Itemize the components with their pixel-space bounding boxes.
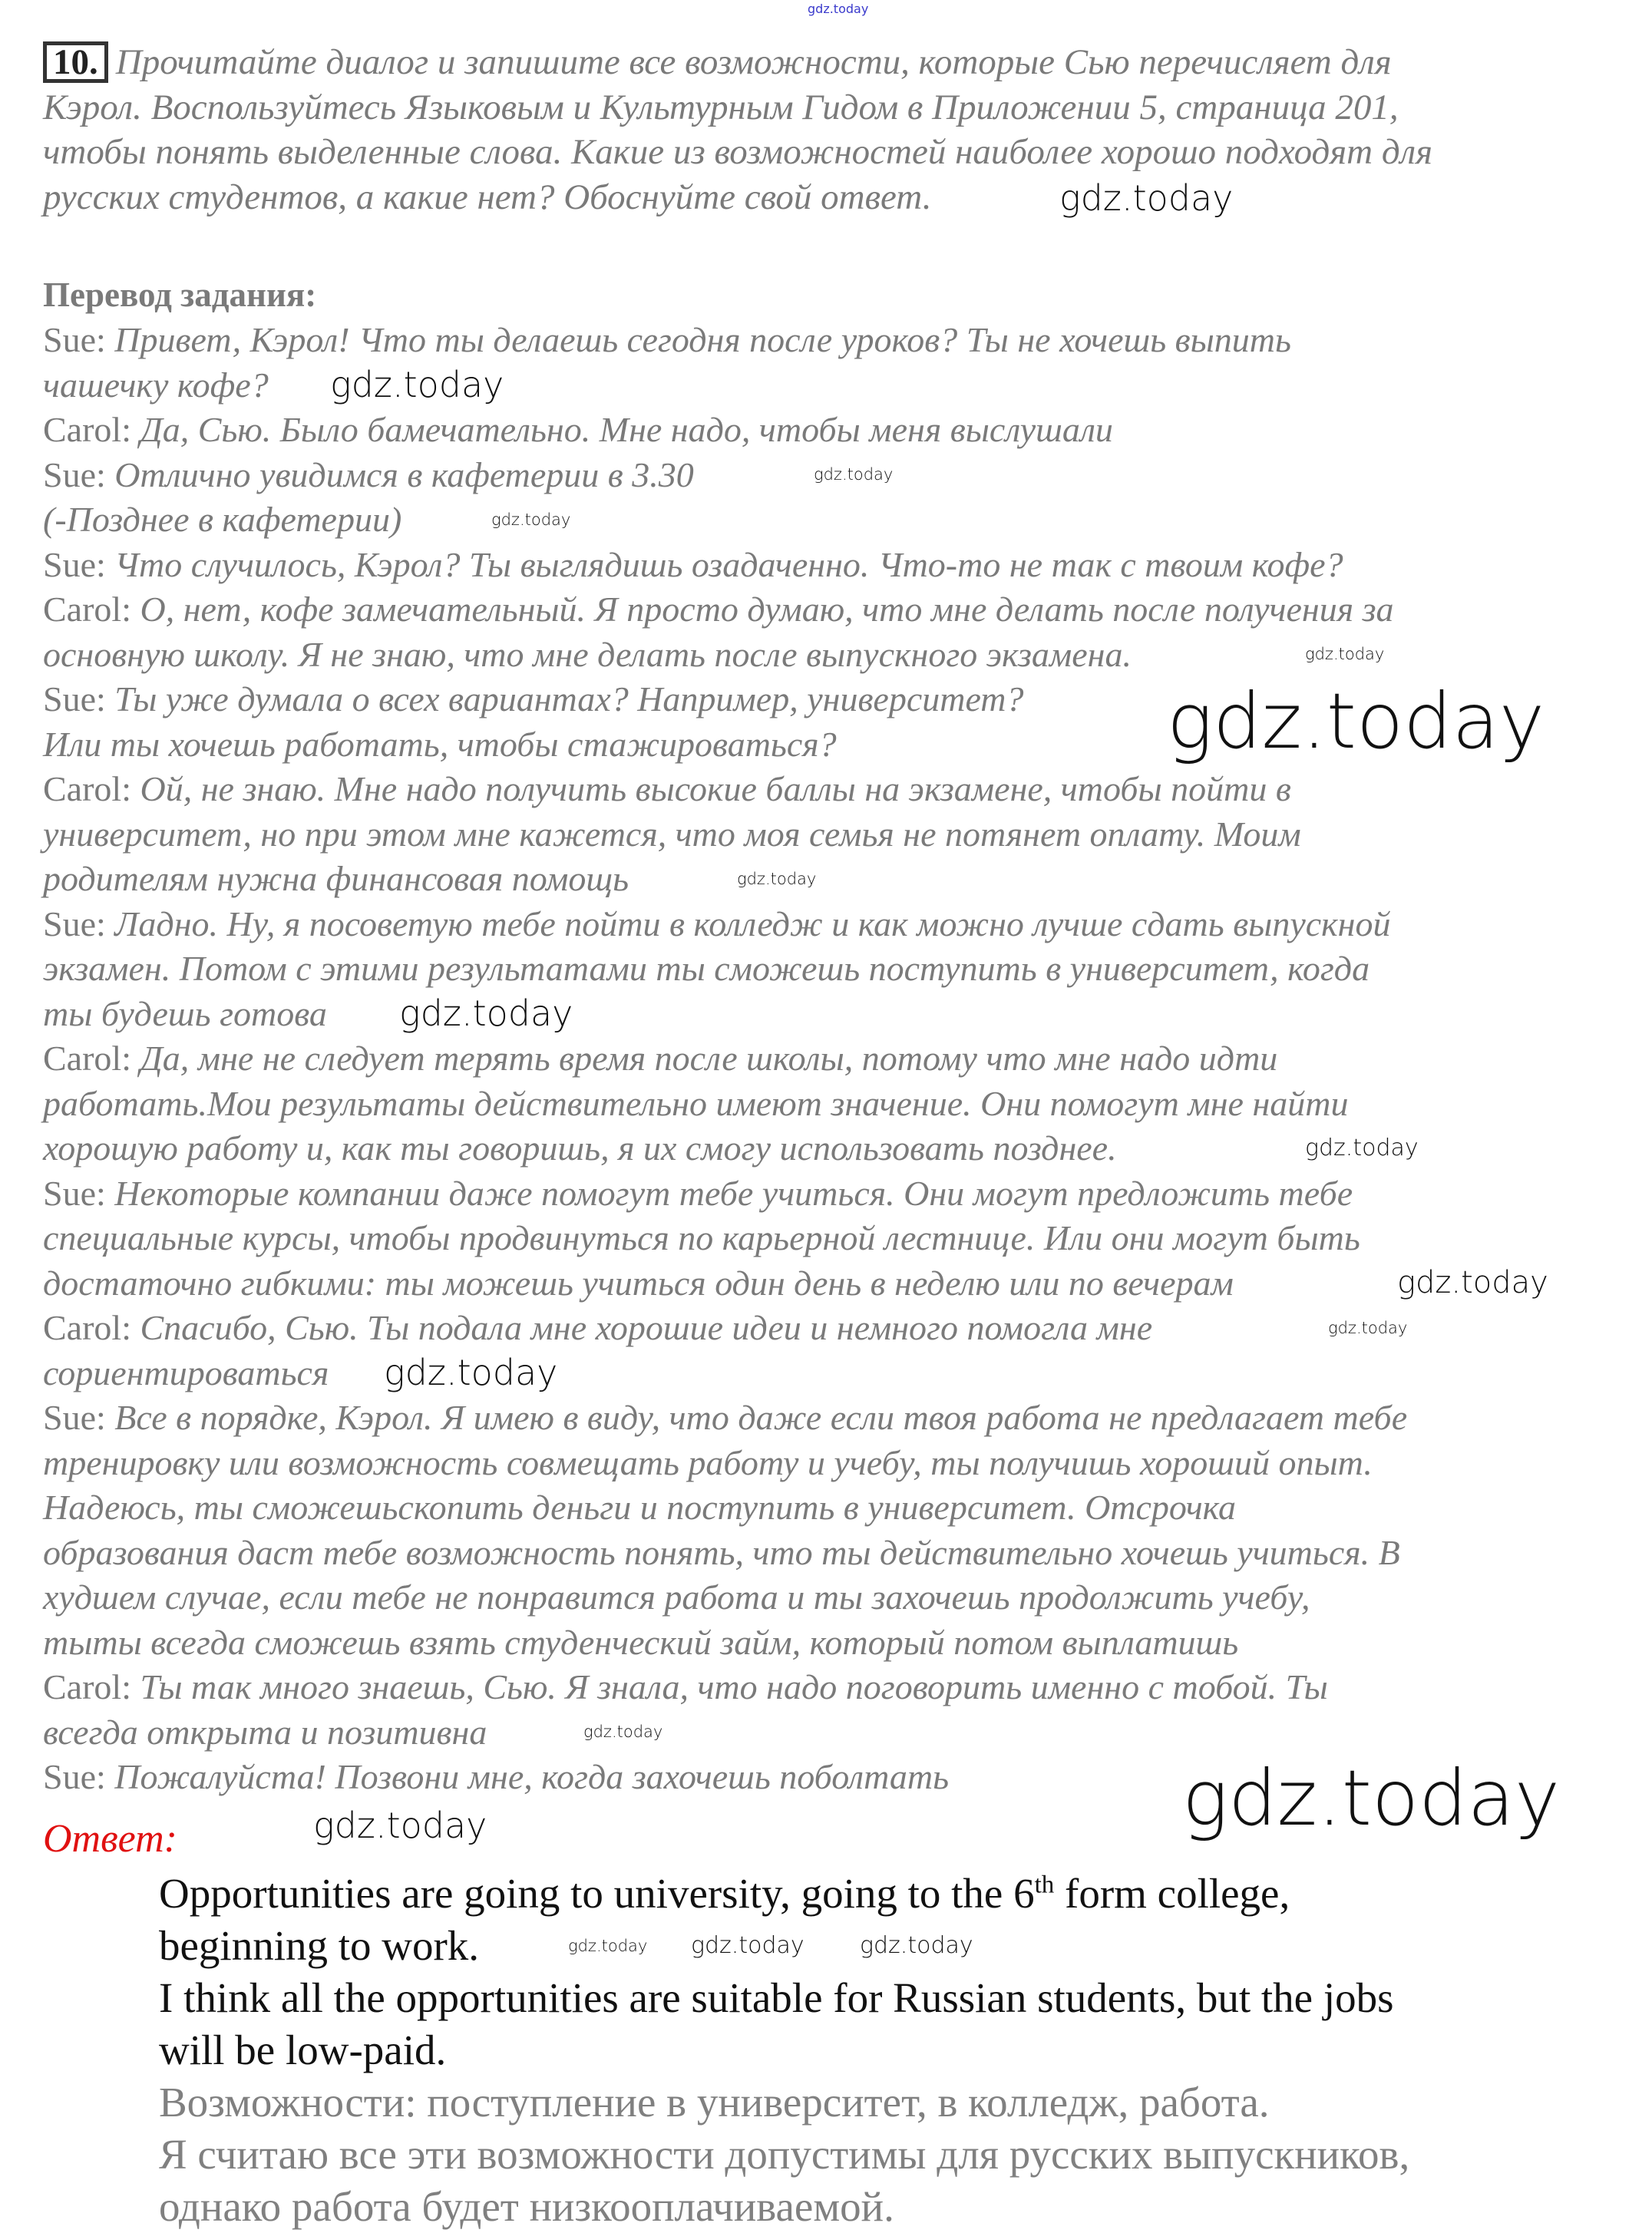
speaker-label: Carol: [43, 1667, 131, 1706]
answer-text: Opportunities are going to university, going to the 6 [159, 1870, 1035, 1917]
speaker-label: Sue: [43, 679, 106, 718]
watermark-top: gdz.today [808, 2, 869, 16]
dialogue-text: Все в порядке, Кэрол. Я имею в виду, что даже если твоя работа не предлагает тебе [105, 1398, 1408, 1437]
dialogue-line [43, 543, 1407, 588]
dialogue-text: Отлично увидимся в кафетерии в 3.30 [105, 454, 694, 494]
task-text: Прочитайте диалог и запишите все возможности, которые Сью перечисляет для [115, 42, 1392, 82]
dialogue-text: О, нет, кофе замечательный. Я просто думаю, что мне делать после получения за [131, 590, 1394, 629]
dialogue-text: Что случилось, Кэрол? Ты выглядишь озадаченно. Что-то не так с твоим кофе? [105, 544, 1343, 584]
speaker-label: Sue: [43, 1398, 106, 1437]
dialogue-text: Ты уже думала о всех вариантах? Например, университет? [105, 679, 1024, 718]
watermark: gdz.today [814, 465, 894, 484]
dialogue-text: чашечку кофе? [43, 365, 269, 405]
dialogue-text: Или ты хочешь работать, чтобы стажироваться? [43, 724, 837, 764]
speaker-label: Carol: [43, 769, 131, 808]
dialogue-line [43, 1351, 1407, 1396]
dialogue-line [43, 1531, 1407, 1576]
dialogue-text: образования даст тебе возможность понять, что ты действительно хочешь учиться. В [43, 1532, 1400, 1572]
dialogue-line [43, 1485, 1407, 1531]
dialogue-line [43, 1441, 1407, 1486]
answer-label: Ответ: [43, 1817, 177, 1861]
watermark: gdz.today [491, 510, 571, 529]
dialogue-line [43, 1306, 1407, 1351]
speaker-label: Carol: [43, 1039, 131, 1078]
dialogue-line [43, 1665, 1407, 1710]
dialogue-text: Спасибо, Сью. Ты подала мне хорошие идеи и немного помогла мне [131, 1308, 1153, 1347]
translation-heading: Перевод задания: [43, 276, 317, 314]
dialogue-text: (-Позднее в кафетерии) [43, 500, 402, 539]
dialogue-line [43, 992, 1407, 1037]
watermark: gdz.today [860, 1932, 973, 1959]
dialogue-line [43, 633, 1407, 678]
dialogue-text: экзамен. Потом с этими результатами ты сможешь поступить в университет, когда [43, 949, 1370, 988]
dialogue-line [43, 363, 1407, 408]
dialogue-line [43, 408, 1407, 453]
speaker-label: Sue: [43, 454, 106, 494]
speaker-label: Carol: [43, 1308, 131, 1347]
dialogue-text: родителям нужна финансовая помощь [43, 859, 629, 898]
watermark: gdz.today [1305, 645, 1385, 663]
dialogue-line [43, 767, 1407, 812]
dialogue-text: Ладно. Ну, я посоветую тебе пойти в колледж и как можно лучше сдать выпускной [105, 903, 1391, 943]
watermark: gdz.today [1397, 1265, 1548, 1300]
speaker-label: Sue: [43, 544, 106, 584]
answer-text: form college, [1054, 1870, 1290, 1917]
watermark: gdz.today [313, 1805, 487, 1846]
dialogue-text: университет, но при этом мне кажется, что моя семья не потянет оплату. Моим [43, 814, 1301, 854]
dialogue-text: всегда открыта и позитивна [43, 1712, 487, 1752]
dialogue-text: Да, Сью. Было бамечательно. Мне надо, чтобы меня выслушали [131, 410, 1113, 449]
dialogue-text: основную школу. Я не знаю, что мне делать после выпускного экзамена. [43, 634, 1132, 674]
dialogue-line [43, 318, 1407, 363]
watermark: gdz.today [568, 1937, 648, 1955]
dialogue-line [43, 1261, 1407, 1306]
task-line: чтобы понять выделенные слова. Какие из возможностей наиболее хорошо подходят для [43, 132, 1432, 172]
answer-ru-line: однако работа будет низкооплачиваемой. [159, 2183, 894, 2230]
answer-en-line: beginning to work. [159, 1922, 480, 1969]
dialogue-text: специальные курсы, чтобы продвинуться по карьерной лестнице. Или они могут быть [43, 1218, 1360, 1257]
dialogue-line [43, 1620, 1407, 1666]
dialogue-line [43, 1171, 1407, 1217]
watermark: gdz.today [1182, 1753, 1561, 1843]
dialogue-text: худшем случае, если тебе не понравится работа и ты захочешь продолжить учебу, [43, 1577, 1310, 1617]
dialogue [43, 318, 1407, 1800]
speaker-label: Sue: [43, 1757, 106, 1796]
dialogue-line [43, 946, 1407, 992]
answer-ru-line: Я считаю все эти возможности допустимы для русских выпускников, [159, 2131, 1410, 2178]
speaker-label: Sue: [43, 320, 106, 359]
dialogue-line [43, 1126, 1407, 1171]
watermark: gdz.today [1328, 1319, 1408, 1337]
dialogue-line [43, 1216, 1407, 1261]
watermark: gdz.today [691, 1932, 805, 1959]
task-number: 10. [43, 41, 108, 83]
watermark: gdz.today [1167, 676, 1545, 766]
dialogue-line [43, 1710, 1407, 1756]
dialogue-text: тренировку или возможность совмещать работу и учебу, ты получишь хороший опыт. [43, 1442, 1373, 1482]
dialogue-text: ты будешь готова [43, 993, 327, 1033]
dialogue-text: достаточно гибкими: ты можешь учиться один день в неделю или по вечерам [43, 1263, 1234, 1303]
dialogue-line [43, 812, 1407, 857]
task-line: Кэрол. Воспользуйтесь Языковым и Культурным Гидом в Приложении 5, страница 201, [43, 87, 1399, 127]
dialogue-text: хорошую работу и, как ты говоришь, я их смогу использовать позднее. [43, 1128, 1117, 1168]
dialogue-line [43, 453, 1407, 498]
dialogue-text: Ты так много знаешь, Сью. Я знала, что надо поговорить именно с тобой. Ты [131, 1667, 1328, 1706]
answer-en-line: I think all the opportunities are suitable for Russian students, but the jobs [159, 1974, 1394, 2021]
speaker-label: Carol: [43, 590, 131, 629]
answer-en-line: will be low-paid. [159, 2027, 447, 2073]
dialogue-line [43, 587, 1407, 633]
dialogue-text: тыты всегда сможешь взять студенческий займ, который потом выплатишь [43, 1622, 1239, 1662]
dialogue-text: сориентироваться [43, 1353, 329, 1392]
watermark: gdz.today [737, 870, 817, 888]
dialogue-line [43, 1036, 1407, 1082]
dialogue-line [43, 1082, 1407, 1127]
dialogue-line [43, 497, 1407, 543]
watermark: gdz.today [1305, 1135, 1419, 1161]
task-line: русских студентов, а какие нет? Обоснуйте свой ответ. [43, 177, 932, 217]
watermark: gdz.today [1059, 177, 1234, 219]
task-line [43, 40, 1432, 85]
dialogue-text: Надеюсь, ты сможешьскопить деньги и поступить в университет. Отсрочка [43, 1488, 1237, 1527]
dialogue-line [43, 1575, 1407, 1620]
dialogue-line [43, 857, 1407, 902]
watermark: gdz.today [384, 1352, 558, 1393]
dialogue-line [43, 1396, 1407, 1441]
speaker-label: Sue: [43, 1173, 106, 1213]
dialogue-text: Некоторые компании даже помогут тебе учиться. Они могут предложить тебе [105, 1173, 1353, 1213]
watermark: gdz.today [399, 993, 573, 1034]
answer-en-line [159, 1868, 1409, 1920]
watermark: gdz.today [583, 1723, 663, 1741]
dialogue-line [43, 902, 1407, 947]
dialogue-text: Да, мне не следует терять время после школы, потому что мне надо идти [131, 1039, 1278, 1078]
dialogue-text: Ой, не знаю. Мне надо получить высокие баллы на экзамене, чтобы пойти в [131, 769, 1291, 808]
dialogue-text: Пожалуйста! Позвони мне, когда захочешь поболтать [105, 1757, 950, 1796]
dialogue-text: работать.Мои результаты действительно имеют значение. Они помогут мне найти [43, 1083, 1349, 1123]
dialogue-text: Привет, Кэрол! Что ты делаешь сегодня после уроков? Ты не хочешь выпить [105, 320, 1291, 359]
answer-ru-line: Возможности: поступление в университет, в колледж, работа. [159, 2079, 1270, 2126]
superscript: th [1034, 1871, 1055, 1899]
speaker-label: Carol: [43, 410, 131, 449]
answer-block [159, 1868, 1409, 2233]
watermark: gdz.today [330, 364, 504, 405]
speaker-label: Sue: [43, 903, 106, 943]
